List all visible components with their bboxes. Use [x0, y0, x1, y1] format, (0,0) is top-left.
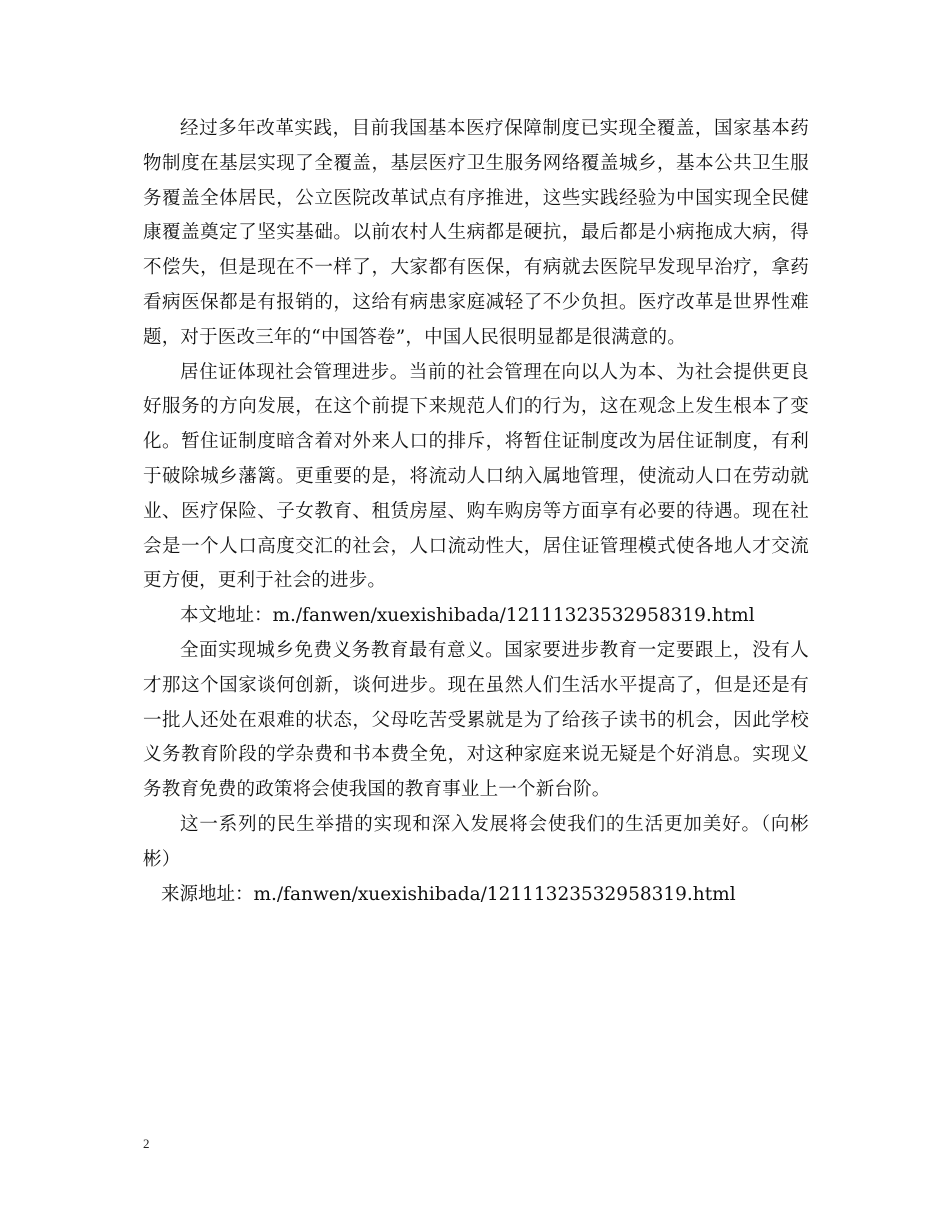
- paragraph-healthcare-reform: 经过多年改革实践，目前我国基本医疗保障制度已实现全覆盖，国家基本药物制度在基层实现了全覆盖，基层医疗卫生服务网络覆盖城乡，基本公共卫生服务覆盖全体居民，公立医院改革试点有序推进，这些实践经验为中国实现全民健康覆盖奠定了坚实基础。以前农村人生病都是硬抗，最后都是小病拖成大病，得不偿失，但是现在不一样了，大家都有医保，有病就去医院早发现早治疗，拿药看病医保都是有报销的，这给有病患家庭减轻了不少负担。医疗改革是世界性难题，对于医改三年的“中国答卷”，中国人民很明显都是很满意的。: [143, 118, 809, 348]
- document-body: [143, 112, 809, 912]
- page-number: 2: [143, 1136, 150, 1151]
- source-url-line: 来源地址：m./fanwen/xuexishibada/12111323532958319.html: [161, 883, 736, 905]
- paragraph-residence-permit: 居住证体现社会管理进步。当前的社会管理在向以人为本、为社会提供更良好服务的方向发展，在这个前提下来规范人们的行为，这在观念上发生根本了变化。暂住证制度暗含着对外来人口的排斥，将暂住证制度改为居住证制度，有利于破除城乡藩篱。更重要的是，将流动人口纳入属地管理，使流动人口在劳动就业、医疗保险、子女教育、租赁房屋、购车购房等方面享有必要的待遇。现在社会是一个人口高度交汇的社会，人口流动性大，居住证管理模式使各地人才交流更方便，更利于社会的进步。: [143, 361, 809, 592]
- article-url-line: 本文地址：m./fanwen/xuexishibada/12111323532958319.html: [180, 605, 755, 627]
- paragraph-free-education: 全面实现城乡免费义务教育最有意义。国家要进步教育一定要跟上，没有人才那这个国家谈何创新，谈何进步。现在虽然人们生活水平提高了，但是还是有一批人还处在艰难的状态，父母吃苦受累就是为了给孩子读书的机会，因此学校义务教育阶段的学杂费和书本费全免，对这种家庭来说无疑是个好消息。实现义务教育免费的政策将会使我国的教育事业上一个新台阶。: [143, 639, 809, 801]
- paragraph-conclusion: 这一系列的民生举措的实现和深入发展将会使我们的生活更加美好。（向彬彬）: [143, 813, 809, 870]
